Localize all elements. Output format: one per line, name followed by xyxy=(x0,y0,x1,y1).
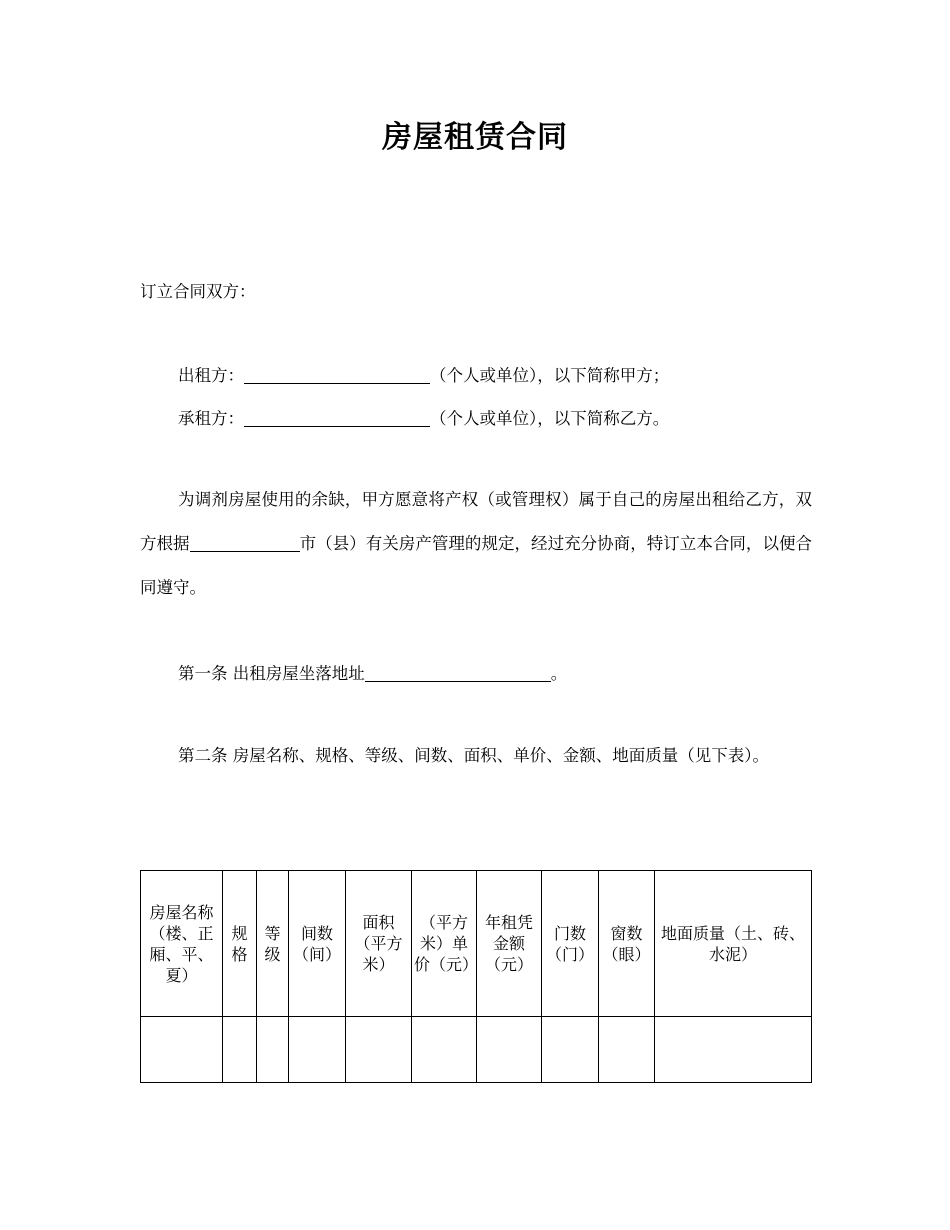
purpose-text-2: 市（县）有关房产管理的规定，经过充分协商，特订立本合同，以便合同遵守。 xyxy=(140,534,813,597)
header-floor-quality: 地面质量（土、砖、水泥） xyxy=(655,871,812,1017)
address-field[interactable] xyxy=(365,663,551,682)
lessee-label: 承租方： xyxy=(178,409,244,428)
rental-table xyxy=(140,870,812,1083)
table-cell[interactable] xyxy=(655,1017,812,1083)
article-1 xyxy=(178,660,567,684)
document-title: 房屋租赁合同 xyxy=(382,120,568,155)
city-field[interactable] xyxy=(190,533,300,552)
lessee-line xyxy=(178,405,669,429)
table-row xyxy=(141,1017,812,1083)
header-windows: 窗数（眼） xyxy=(599,871,655,1017)
lessor-line xyxy=(178,362,669,386)
header-annual-rent: 年租凭金额（元） xyxy=(477,871,542,1017)
table-cell[interactable] xyxy=(542,1017,599,1083)
table-cell[interactable] xyxy=(599,1017,655,1083)
header-unit-price: （平方米）单价（元） xyxy=(412,871,477,1017)
header-house-name: 房屋名称（楼、正厢、平、夏） xyxy=(141,871,223,1017)
header-spec: 规格 xyxy=(223,871,257,1017)
header-area: 面积（平方米） xyxy=(346,871,412,1017)
lessor-name-field[interactable] xyxy=(244,365,430,384)
table-cell[interactable] xyxy=(346,1017,412,1083)
lessor-label: 出租方： xyxy=(178,366,244,385)
table-cell[interactable] xyxy=(289,1017,346,1083)
table-cell[interactable] xyxy=(141,1017,223,1083)
table-cell[interactable] xyxy=(223,1017,257,1083)
table-cell[interactable] xyxy=(257,1017,289,1083)
purpose-text-1: 为调剂房屋使用的余缺，甲方愿意将产权（或管理权）属于自己的房屋出租给乙方，双方根据 xyxy=(140,490,812,553)
lessor-suffix: （个人或单位），以下简称甲方； xyxy=(430,366,670,385)
table-cell[interactable] xyxy=(412,1017,477,1083)
lessee-suffix: （个人或单位），以下简称乙方。 xyxy=(430,409,670,428)
article-1-label: 第一条 出租房屋坐落地址 xyxy=(178,664,365,683)
header-doors: 门数（门） xyxy=(542,871,599,1017)
table-header-row xyxy=(141,871,812,1017)
lessee-name-field[interactable] xyxy=(244,408,430,427)
header-grade: 等级 xyxy=(257,871,289,1017)
intro-line: 订立合同双方： xyxy=(140,282,256,301)
article-1-suffix: 。 xyxy=(550,664,568,683)
header-rooms: 间数（间） xyxy=(289,871,346,1017)
article-2: 第二条 房屋名称、规格、等级、间数、面积、单价、金额、地面质量（见下表）。 xyxy=(178,746,769,765)
purpose-paragraph xyxy=(140,478,812,610)
table-cell[interactable] xyxy=(477,1017,542,1083)
